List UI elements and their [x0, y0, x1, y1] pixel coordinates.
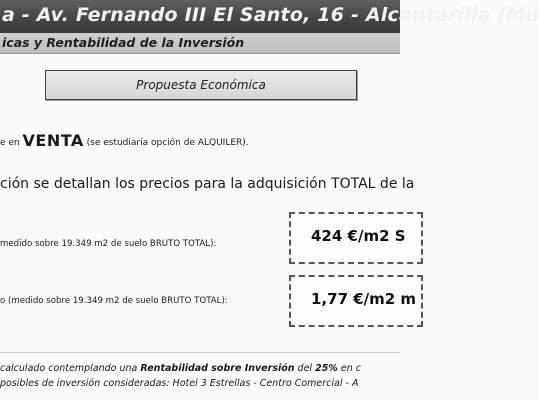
intro-paragraph: ción se detallan los precios para la adquisición TOTAL de la — [0, 176, 415, 192]
note-emphasis: Rentabilidad sobre Inversión — [140, 363, 295, 374]
price-label-1: medido sobre 19.349 m2 de suelo BRUTO TOTAL): — [0, 239, 217, 249]
divider — [0, 352, 400, 353]
price-label-2: o (medido sobre 19.349 m2 de suelo BRUTO TOTAL): — [0, 296, 228, 306]
subtitle-bar — [0, 33, 400, 54]
price-value-2: 1,77 €/m2 m — [311, 290, 417, 308]
price-box-2 — [289, 275, 423, 327]
document-subtitle: icas y Rentabilidad de la Inversión — [2, 35, 245, 50]
note-text: en c — [337, 363, 361, 374]
note-line-1 — [0, 363, 400, 375]
note-text: del — [294, 363, 316, 374]
sale-note: (se estudiaría opción de ALQUILER). — [83, 138, 249, 148]
document-title: a - Av. Fernando III El Santo, 16 - Alcantarilla (Mu — [2, 4, 539, 26]
price-box-1 — [289, 212, 423, 264]
price-value-1: 424 €/m2 S — [311, 227, 406, 245]
sale-prefix: e en — [0, 138, 23, 148]
section-header-box — [45, 70, 357, 100]
section-title: Propuesta Económica — [136, 78, 266, 92]
sale-highlight: VENTA — [22, 131, 84, 150]
title-bar — [0, 0, 539, 33]
sale-statement — [0, 131, 400, 151]
note-percentage: 25% — [315, 363, 338, 374]
note-text: calculado contemplando una — [0, 363, 141, 374]
note-line-2: posibles de inversión consideradas: Hotel 3 Estrellas - Centro Comercial - A — [0, 378, 359, 389]
